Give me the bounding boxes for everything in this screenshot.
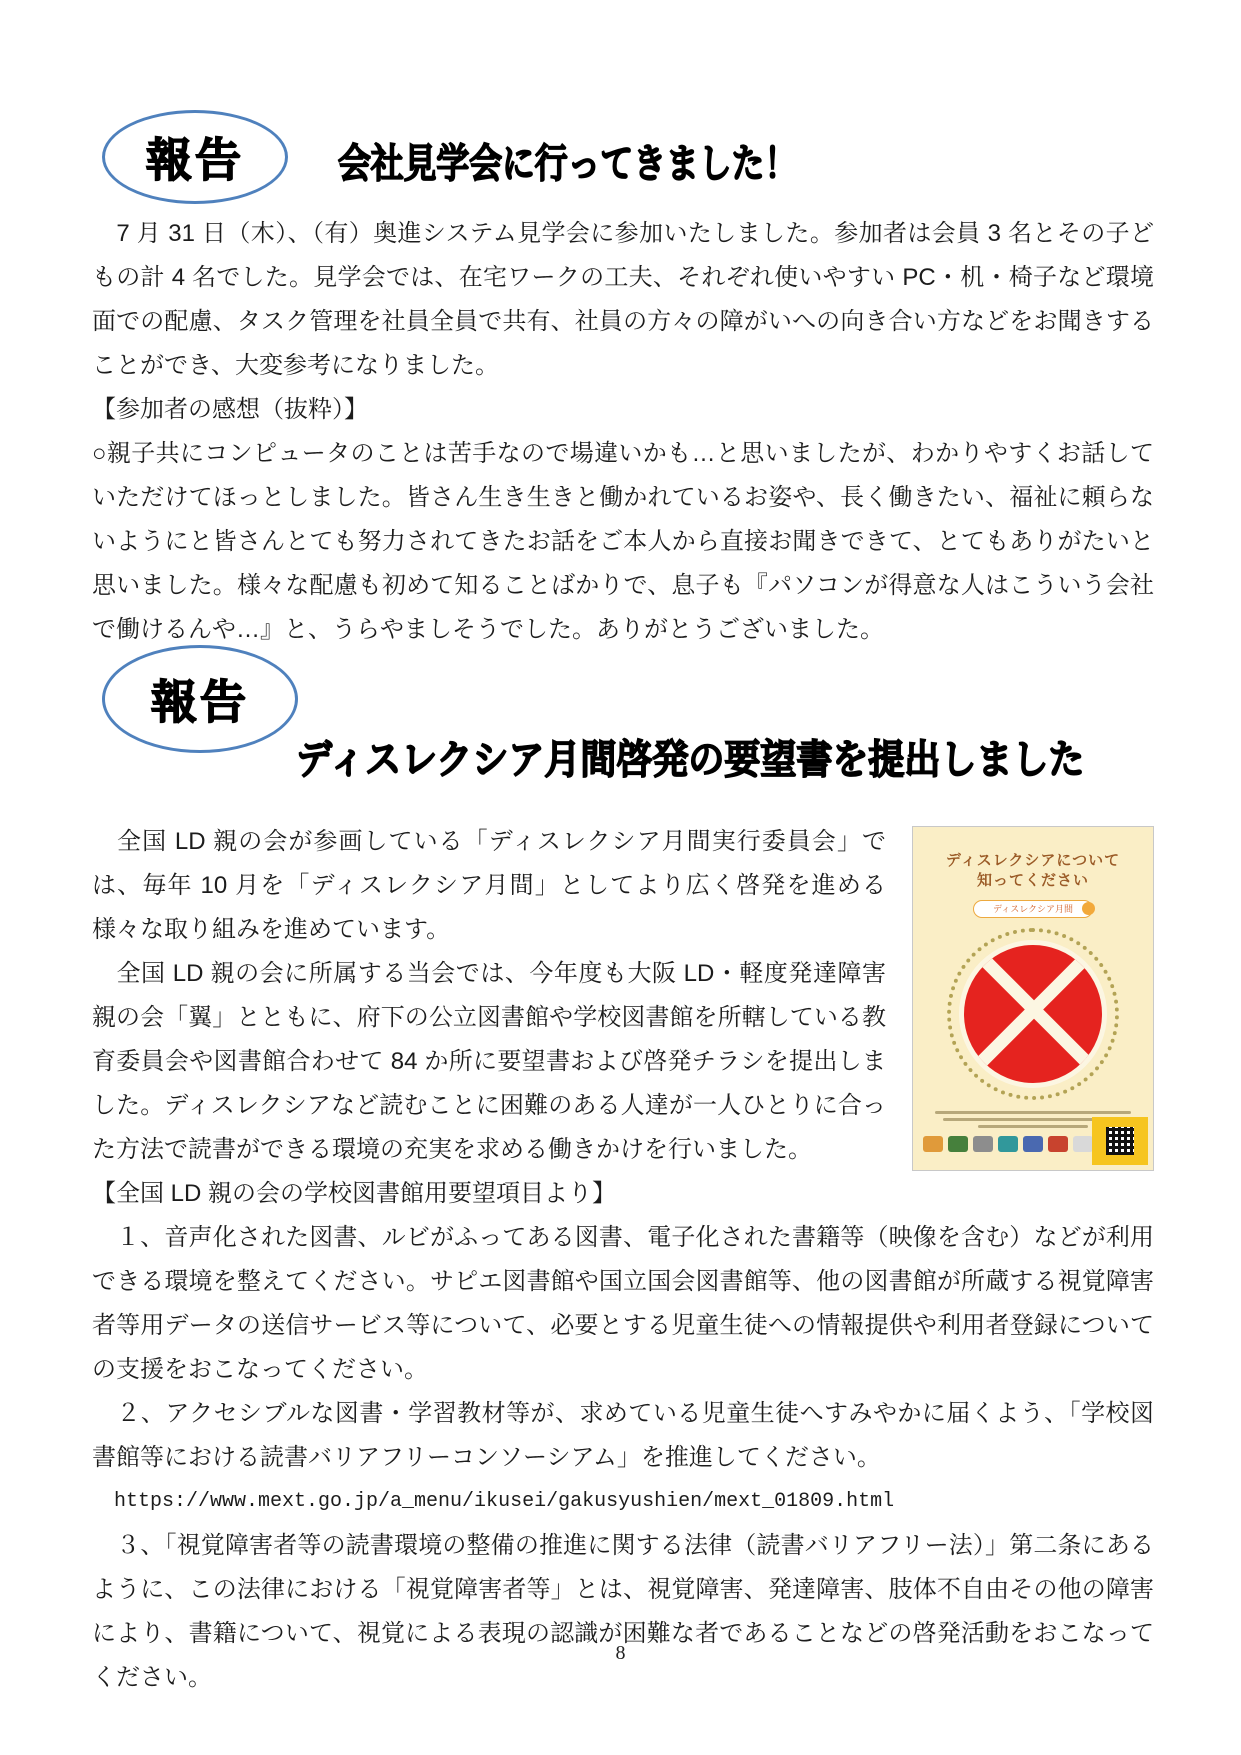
flyer-campaign-label: ディスレクシア月間 <box>992 904 1074 914</box>
section-title-dyslexia-petition: ディスレクシア月間啓発の要望書を提出しました <box>296 738 1085 782</box>
qr-code-box <box>1092 1117 1148 1165</box>
flyer-title-line1: ディスレクシアについて <box>945 852 1121 869</box>
partner-logo <box>1073 1136 1093 1152</box>
qr-code-icon <box>1106 1127 1134 1155</box>
paragraph-dyslexia-month-intro: 全国 LD 親の会が参画している「ディスレクシア月間実行委員会」では、毎年 10 月を「ディスレクシア月間」としてより広く啓発を進める様々な取り組みを進めています。 <box>92 828 886 943</box>
heading-participant-feedback: 【参加者の感想（抜粋）】 <box>92 396 368 423</box>
mext-url-link[interactable]: https://www.mext.go.jp/a_menu/ikusei/gakusyushien/mext_01809.html <box>114 1490 895 1513</box>
flyer-campaign-pill <box>973 900 1093 918</box>
partner-logo <box>973 1136 993 1152</box>
report-badge-label: 報告 <box>146 134 244 186</box>
report-badge-label: 報告 <box>151 676 249 728</box>
report-badge-oval <box>102 110 288 204</box>
pill-dot-icon <box>1082 902 1095 915</box>
company-visit-body <box>92 212 1154 652</box>
flyer-title-line2: 知ってください <box>976 872 1089 889</box>
dyslexia-awareness-flyer <box>912 826 1154 1171</box>
fine-print-line <box>935 1111 1132 1114</box>
partner-logos-row <box>923 1136 1093 1152</box>
partner-logo <box>998 1136 1018 1152</box>
page-number: 8 <box>615 1642 626 1664</box>
heading-request-items: 【全国 LD 親の会の学校図書館用要望項目より】 <box>92 1180 617 1207</box>
fine-print-line <box>978 1125 1089 1128</box>
flyer-title <box>946 851 1120 891</box>
partner-logo <box>1048 1136 1068 1152</box>
report-badge-oval <box>102 645 298 753</box>
section-title-company-visit: 会社見学会に行ってきました！ <box>338 142 798 186</box>
paragraph-participant-feedback: ○親子共にコンピュータのことは苦手なので場違いかも…と思いましたが、わかりやすくお話していただけてほっとしました。皆さん生き生きと働かれているお姿や、長く働きたい、福祉に頼らないようにと皆さんとても努力されてきたお話をご本人から直接お聞きできて、とてもありがたいと思いました。様々な配慮も初めて知ることばかりで、息子も『パソコンが得意な人はこういう会社で働けるんや…』と、うらやましそうでした。ありがとうございました。 <box>92 440 1154 643</box>
paragraph-visit-summary: 7 月 31 日（木）、（有）奥進システム見学会に参加いたしました。参加者は会員 3 名とその子どもの計 4 名でした。見学会では、在宅ワークの工夫、それぞれ使いやすい PC・机・椅子など環境面での配慮、タスク管理を社員全員で共有、社員の方々の障がいへの向き合い方などをお聞きすることができ、大変参考になりました。 <box>92 220 1154 379</box>
request-item-3: ３、「視覚障害者等の読書環境の整備の推進に関する法律（読書バリアフリー法）」第二条にあるように、この法律における「視覚障害者等」とは、視覚障害、発達障害、肢体不自由その他の障害により、書籍について、視覚による表現の認識が困難な者であることなどの啓発活動をおこなってください。 <box>92 1532 1154 1691</box>
no-symbol-icon <box>959 940 1107 1088</box>
circular-text-ring <box>947 928 1119 1100</box>
request-item-1: １、音声化された図書、ルビがふってある図書、電子化された書籍等（映像を含む）などが利用できる環境を整えてください。サピエ図書館や国立国会図書館等、他の図書館が所蔵する視覚障害者等用データの送信サービス等について、必要とする児童生徒への情報提供や利用者登録についての支援をおこなってください。 <box>92 1224 1154 1383</box>
partner-logo <box>1023 1136 1043 1152</box>
dyslexia-petition-body <box>92 820 1154 1700</box>
partner-logo <box>948 1136 968 1152</box>
request-item-2: ２、アクセシブルな図書・学習教材等が、求めている児童生徒へすみやかに届くよう、「学校図書館等における読書バリアフリーコンソーシアム」を推進してください。 <box>92 1400 1154 1471</box>
paragraph-petition-submission: 全国 LD 親の会に所属する当会では、今年度も大阪 LD・軽度発達障害親の会「翼」とともに、府下の公立図書館や学校図書館を所轄している教育委員会や図書館合わせて 84 か所に要望書および啓発チラシを提出しました。ディスレクシアなど読むことに困難のある人達が一人ひとりに合った方法で読書ができる環境の充実を求める働きかけを行いました。 <box>92 960 886 1163</box>
partner-logo <box>923 1136 943 1152</box>
